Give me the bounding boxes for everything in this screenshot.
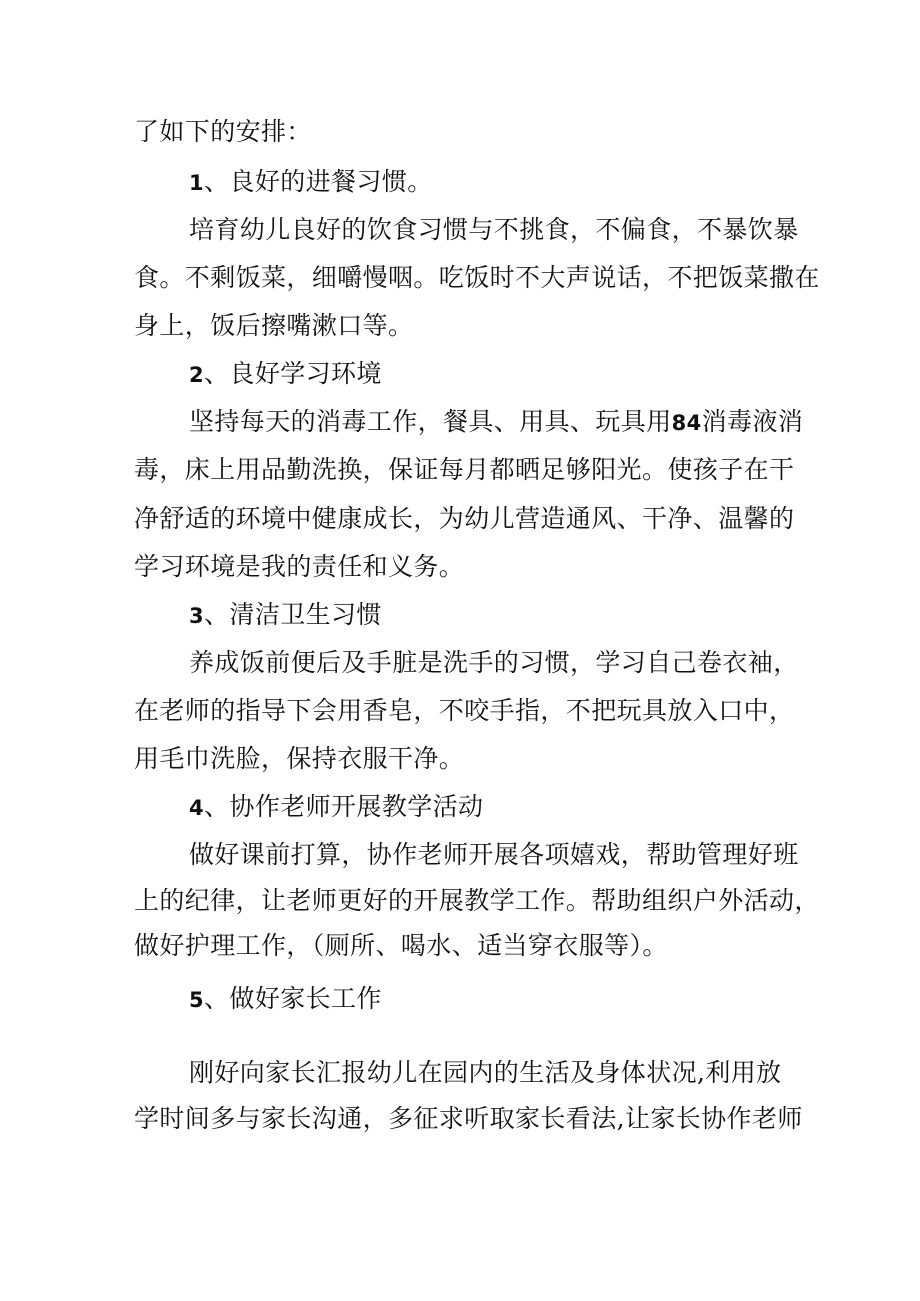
paragraph-line: 食。不剩饭菜，细嚼慢咽。吃饭时不大声说话，不把饭菜撒在: [134, 263, 820, 292]
inline-number: 84: [671, 411, 702, 435]
section-heading-4: [189, 791, 483, 824]
section-number: 3: [189, 604, 205, 628]
section-heading-5: [189, 983, 382, 1016]
paragraph-line: [189, 406, 803, 439]
section-title: 、清洁卫生习惯: [204, 600, 382, 629]
paragraph-line: 养成饭前便后及手脏是洗手的习惯，学习自己卷衣袖，: [189, 648, 799, 677]
paragraph-line: 上的纪律，让老师更好的开展教学工作。帮助组织户外活动，: [134, 886, 820, 915]
paragraph-line: 培育幼儿良好的饮食习惯与不挑食，不偏食，不暴饮暴: [189, 215, 799, 244]
section-number: 5: [189, 988, 205, 1012]
text-segment: 坚持每天的消毒工作，餐具、用具、玩具用: [189, 407, 672, 436]
section-title: 、良好学习环境: [204, 359, 382, 388]
intro-line: 了如下的安排：: [134, 117, 312, 146]
section-number: 1: [189, 171, 205, 195]
section-heading-1: [189, 166, 433, 199]
section-number: 4: [189, 796, 205, 820]
paragraph-line: 做好护理工作，（厕所、喝水、适当穿衣服等）。: [134, 931, 668, 960]
section-number: 2: [189, 363, 205, 387]
section-title: 、良好的进餐习惯。: [204, 167, 433, 196]
paragraph-line: 做好课前打算，协作老师开展各项嬉戏，帮助管理好班: [189, 840, 799, 869]
paragraph-line: 学时间多与家长沟通，多征求听取家长看法,让家长协作老师: [134, 1104, 803, 1133]
paragraph-line: 学习环境是我的责任和义务。: [134, 552, 465, 581]
paragraph-line: 身上，饭后擦嘴漱口等。: [134, 311, 414, 340]
paragraph-line: 用毛巾洗脸，保持衣服干净。: [134, 744, 465, 773]
paragraph-line: 净舒适的环境中健康成长，为幼儿营造通风、干净、温馨的: [134, 504, 795, 533]
section-title: 、协作老师开展教学活动: [204, 792, 484, 821]
section-heading-2: [189, 358, 382, 391]
text-segment: 消毒液消: [701, 407, 804, 436]
section-title: 、做好家长工作: [204, 984, 382, 1013]
section-heading-3: [189, 599, 382, 632]
paragraph-line: 刚好向家长汇报幼儿在园内的生活及身体状况,利用放: [189, 1058, 782, 1087]
paragraph-line: 毒，床上用品勤洗换，保证每月都晒足够阳光。使孩子在干: [134, 455, 795, 484]
paragraph-line: 在老师的指导下会用香皂，不咬手指，不把玩具放入口中，: [134, 696, 795, 725]
